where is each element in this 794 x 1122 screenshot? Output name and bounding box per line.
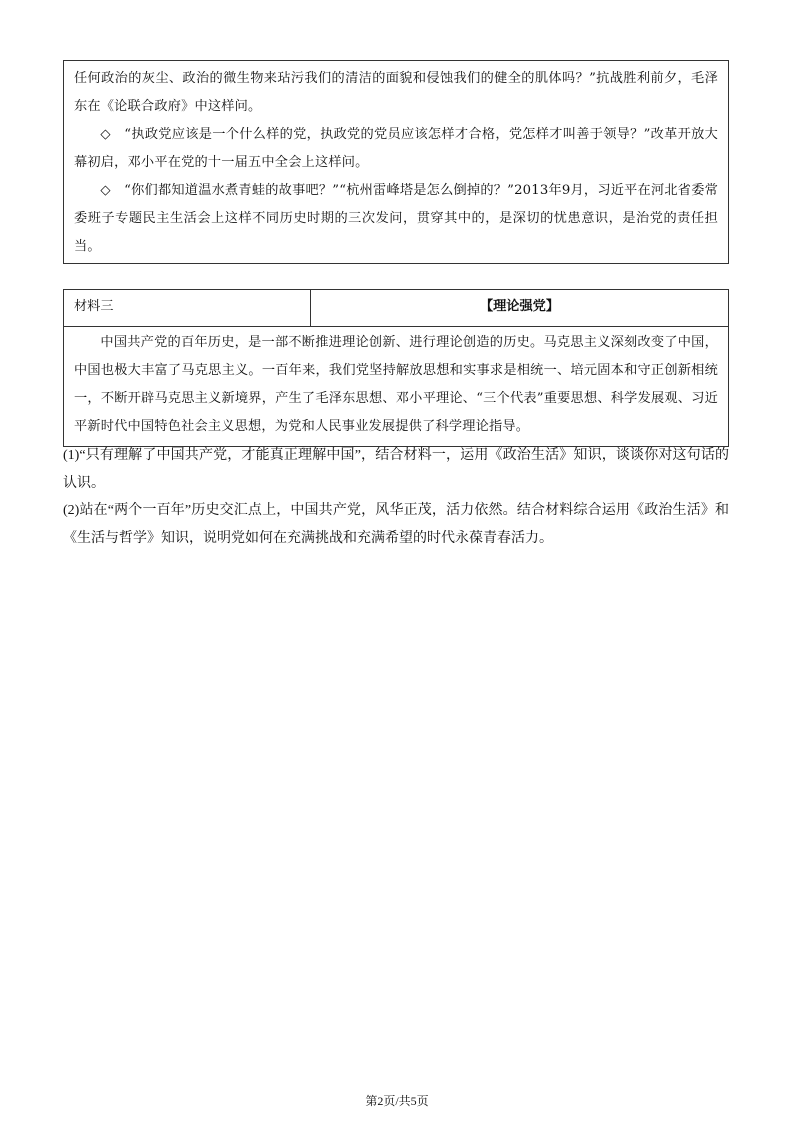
material-two-box xyxy=(63,60,729,264)
material-three-header xyxy=(64,290,728,327)
material-three-paragraph: 中国共产党的百年历史，是一部不断推进理论创新、进行理论创造的历史。马克思主义深刻改变了中国，中国也极大丰富了马克思主义。一百年来，我们党坚持解放思想和实事求是相统一、培元固本和守正创新相统一，不断开辟马克思主义新境界，产生了毛泽东思想、邓小平理论、“三个代表”重要思想、科学发展观、习近平新时代中国特色社会主义思想，为党和人民事业发展提供了科学理论指导。 xyxy=(74,335,718,434)
material-two-paragraph-3: ◇ “你们都知道温水煮青蛙的故事吧？”“杭州雷峰塔是怎么倒掉的？”2013年9月，习近平在河北省委常委班子专题民主生活会上这样不同历史时期的三次发问，贯穿其中的，是深切的忧患意识，是治党的责任担当。 xyxy=(74,183,718,254)
material-three-body xyxy=(64,327,728,441)
question-2: (2)站在“两个一百年”历史交汇点上，中国共产党，风华正茂，活力依然。结合材料综合运用《政治生活》和《生活与哲学》知识，说明党如何在充满挑战和充满希望的时代永葆青春活力。 xyxy=(63,503,729,546)
page-footer: 第2页/共5页 xyxy=(365,1094,429,1108)
material-two-paragraph-1: 任何政治的灰尘、政治的微生物来玷污我们的清洁的面貌和侵蚀我们的健全的肌体吗？”抗战胜利前夕，毛泽东在《论联合政府》中这样问。 xyxy=(74,71,718,114)
material-label: 材料三 xyxy=(64,290,311,326)
material-two-paragraph-2: ◇ “执政党应该是一个什么样的党，执政党的党员应该怎样才合格，党怎样才叫善于领导？”改革开放大幕初启，邓小平在党的十一届五中全会上这样问。 xyxy=(74,127,718,170)
material-three-box xyxy=(63,289,729,447)
question-1: (1)“只有理解了中国共产党，才能真正理解中国”，结合材料一，运用《政治生活》知识，谈谈你对这句话的认识。 xyxy=(63,448,729,491)
material-title: 【理论强党】 xyxy=(479,299,560,314)
